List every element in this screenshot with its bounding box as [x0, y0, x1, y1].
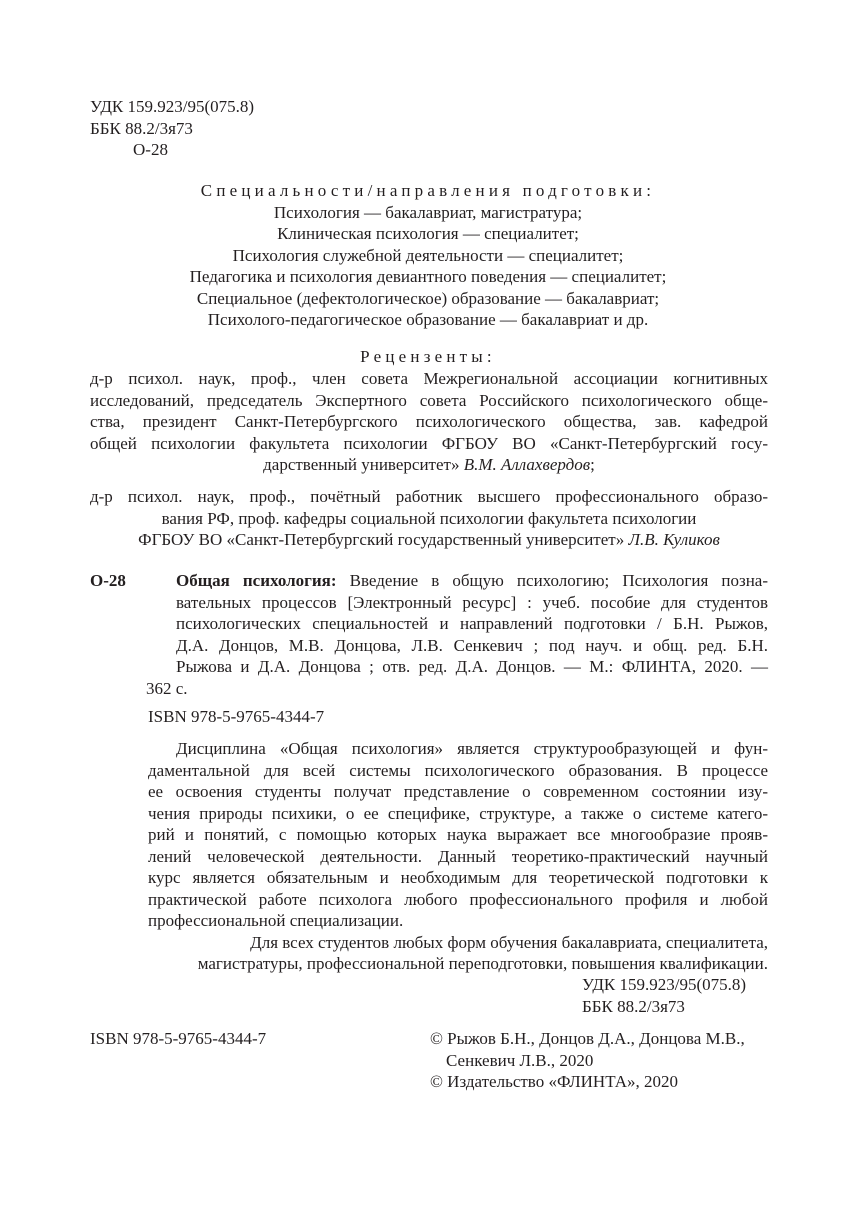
annotation-line: даментальной для всей системы психологического образования. В процессе: [148, 760, 768, 780]
reviewer-2-line: д-р психол. наук, проф., почётный работник высшего профессионального образо-: [90, 487, 768, 506]
annotation-line: курс является обязательным и необходимым для теоретической подготовки к: [148, 868, 768, 887]
reviewer-2-affiliation-end: ФГБОУ ВО «Санкт-Петербургский государственный университет»: [138, 530, 625, 549]
reviewer-1: [90, 368, 768, 476]
classification-block: [90, 96, 390, 161]
specialty-item: Психология — бакалавриат, магистратура;: [273, 202, 583, 222]
entry-line: вательных процессов [Электронный ресурс] : учеб. пособие для студентов: [176, 592, 768, 612]
reviewer-1-last-line: [90, 454, 768, 476]
entry-subtitle: Введение в общую психологию; Психология позна-: [349, 571, 769, 590]
catalog-entry: [146, 570, 769, 699]
reviewer-1-suffix: ;: [590, 455, 595, 474]
specialty-item: Психология служебной деятельности — специалитет;: [232, 245, 624, 265]
reviewers-heading-text: Рецензенты:: [360, 347, 496, 366]
reviewer-2-last-line: [90, 529, 768, 551]
specialty-item: Психолого-педагогическое образование — бакалавриат и др.: [207, 310, 649, 329]
reviewer-2-name: Л.В. Куликов: [628, 530, 720, 549]
annotation-codes: [582, 974, 782, 1017]
reviewer-1-line: ства, президент Санкт-Петербургского психологического общества, зав. кафедрой: [90, 412, 768, 431]
copyright-publisher: © Издательство «ФЛИНТА», 2020: [430, 1072, 679, 1091]
annotation-block: [148, 738, 768, 975]
audience-line: Для всех студентов любых форм обучения бакалавриата, специалитета,: [250, 932, 768, 952]
annotation-line: ее освоения студенты получат представление о современном состоянии изу-: [148, 782, 768, 801]
entry-title: Общая психология:: [176, 571, 337, 590]
annotation-line: рий и понятий, с помощью которых наука выражает все многообразие прояв-: [148, 825, 768, 844]
specialty-item: Педагогика и психология девиантного поведения — специалитет;: [189, 267, 667, 286]
reviewer-2-line: вания РФ, проф. кафедры социальной психологии факультета психологии: [161, 508, 697, 528]
annotation-line: чения природы психики, о ее специфике, структуре, а также о системе катего-: [148, 803, 768, 823]
specialties-heading: Специальности/направления подготовки:: [200, 181, 656, 200]
footer-isbn: ISBN 978-5-9765-4344-7: [90, 1029, 267, 1048]
entry-line: Д.А. Донцов, М.В. Донцова, Л.В. Сенкевич ; под науч. и общ. ред. Б.Н.: [176, 635, 768, 655]
reviewers-heading: [88, 346, 768, 368]
reviewer-1-name: В.М. Аллахвердов: [463, 455, 591, 474]
entry-line: психологических специальностей и направлений подготовки / Б.Н. Рыжов,: [176, 614, 768, 633]
annotation-last-line: профессиональной специализации.: [148, 911, 404, 930]
entry-pages: 362 с.: [146, 678, 188, 698]
copyright-block: [430, 1028, 775, 1093]
annotation-line: Дисциплина «Общая психология» является структурообразующей и фун-: [176, 739, 768, 758]
udk-code-bottom: УДК 159.923/95(075.8): [582, 975, 747, 994]
reviewer-1-line: исследований, председатель Экспертного совета Российского психологического обще-: [90, 390, 768, 410]
author-sign: О-28: [133, 140, 168, 159]
entry-isbn: ISBN 978-5-9765-4344-7: [148, 707, 325, 726]
reviewer-2: [90, 486, 768, 551]
entry-first-line: [176, 570, 768, 592]
entry-sign: О-28: [90, 571, 126, 590]
specialty-item: Клиническая психология — специалитет;: [277, 224, 579, 243]
bbk-code-bottom: ББК 88.2/3я73: [582, 996, 685, 1016]
annotation-line: лений человеческой деятельности. Данный теоретико-практический научный: [148, 846, 768, 866]
reviewer-1-line: д-р психол. наук, проф., член совета Межрегиональной ассоциации когнитивных: [90, 369, 768, 388]
copyright-authors: © Рыжов Б.Н., Донцов Д.А., Донцова М.В.,: [430, 1029, 745, 1048]
reviewer-1-line: общей психологии факультета психологии ФГБОУ ВО «Санкт-Петербургский госу-: [90, 433, 768, 453]
audience-line: магистратуры, профессиональной переподготовки, повышения квалификации.: [197, 954, 768, 973]
reviewer-1-affiliation-end: дарственный университет»: [263, 455, 460, 474]
copyright-authors-cont: Сенкевич Л.В., 2020: [446, 1050, 594, 1070]
specialties-block: [88, 180, 768, 331]
udk-code: УДК 159.923/95(075.8): [90, 97, 255, 116]
annotation-line: практической работе психолога любого профессионального профиля и любой: [148, 889, 768, 909]
entry-line: Рыжова и Д.А. Донцова ; отв. ред. Д.А. Донцов. — М.: ФЛИНТА, 2020. —: [176, 657, 768, 676]
specialty-item: Специальное (дефектологическое) образование — бакалавриат;: [196, 288, 660, 308]
bbk-code: ББК 88.2/3я73: [90, 118, 193, 138]
